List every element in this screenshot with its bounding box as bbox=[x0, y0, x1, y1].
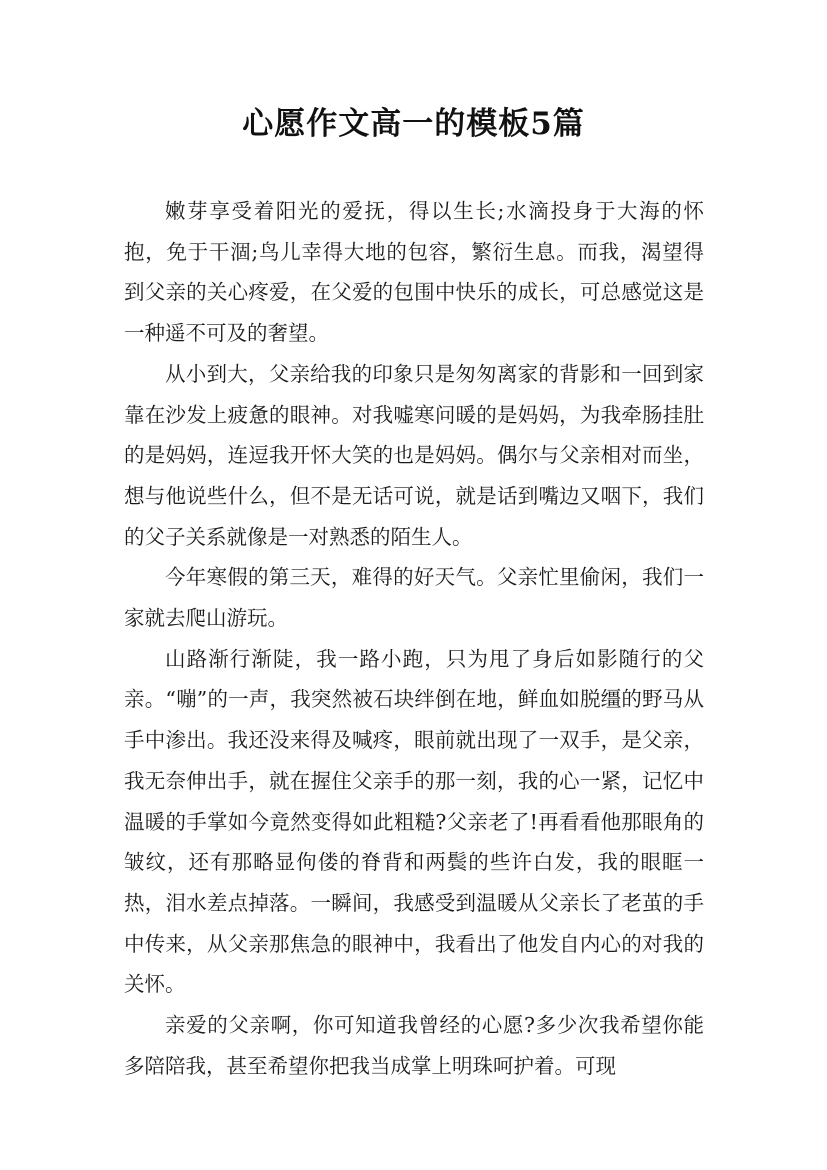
paragraph: 嫩芽享受着阳光的爱抚，得以生长;水滴投身于大海的怀抱，免于干涸;鸟儿幸得大地的包容，繁衍生息。而我，渴望得到父亲的关心疼爱，在父爱的包围中快乐的成长，可总感觉这是一种遥不可及的奢望。 bbox=[124, 199, 704, 346]
paragraph: 亲爱的父亲啊，你可知道我曾经的心愿?多少次我希望你能多陪陪我，甚至希望你把我当成掌上明珠呵护着。可现 bbox=[124, 1013, 704, 1078]
paragraph: 山路渐行渐陡，我一路小跑，只为甩了身后如影随行的父亲。“嘣”的一声，我突然被石块绊倒在地，鲜血如脱缰的野马从手中渗出。我还没来得及喊疼，眼前就出现了一双手，是父亲，我无奈伸出手，就在握住父亲手的那一刻，我的心一紧，记忆中温暖的手掌如今竟然变得如此粗糙?父亲老了!再看看他那眼角的皱纹，还有那略显佝偻的脊背和两鬓的些许白发，我的眼眶一热，泪水差点掉落。一瞬间，我感受到温暖从父亲长了老茧的手中传来，从父亲那焦急的眼神中，我看出了他发自内心的对我的关怀。 bbox=[124, 646, 704, 997]
paragraph: 从小到大，父亲给我的印象只是匆匆离家的背影和一回到家靠在沙发上疲惫的眼神。对我嘘寒问暖的是妈妈，为我牵肠挂肚的是妈妈，连逗我开怀大笑的也是妈妈。偶尔与父亲相对而坐，想与他说些什么，但不是无话可说，就是话到嘴边又咽下，我们的父子关系就像是一对熟悉的陌生人。 bbox=[124, 361, 704, 549]
document-title: 心愿作文高一的模板5篇 bbox=[242, 106, 585, 142]
paragraph: 今年寒假的第三天，难得的好天气。父亲忙里偷闲，我们一家就去爬山游玩。 bbox=[124, 565, 704, 631]
document-body bbox=[124, 191, 704, 1086]
